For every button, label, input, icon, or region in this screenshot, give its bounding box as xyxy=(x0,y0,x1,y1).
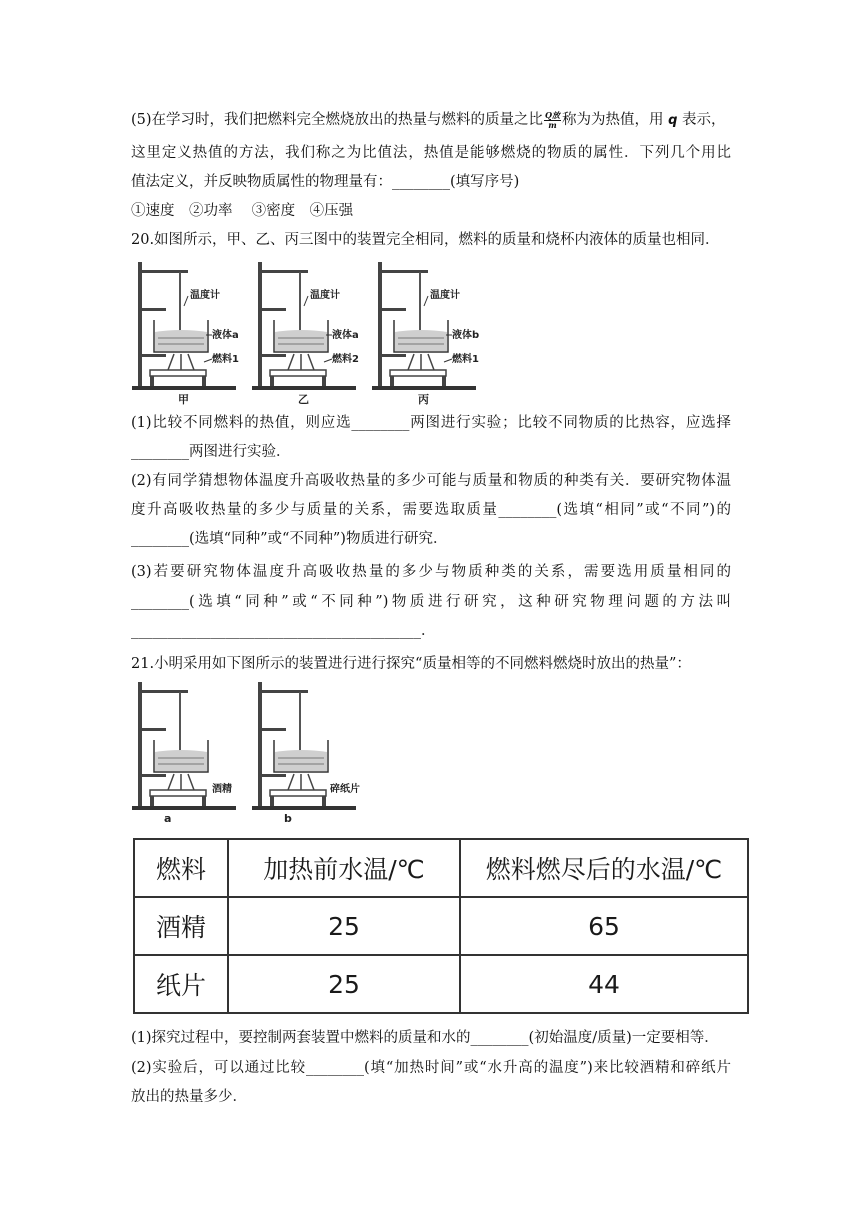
table-cell: 25 xyxy=(228,955,460,1013)
q19-p5-text-c: 表示， xyxy=(682,112,726,128)
q20-s1-line2: ________两图进行实验． xyxy=(131,444,291,460)
q21-s2-line2: 放出的热量多少． xyxy=(131,1089,247,1105)
figure-b xyxy=(248,680,360,826)
table-cell: 酒精 xyxy=(134,897,228,955)
q21-stem: 21.小明采用如下图所示的装置进行进行探究“质量相等的不同燃料燃烧时放出的热量”： xyxy=(131,656,691,672)
q20-s2-line1: (2)有同学猜想物体温度升高吸收热量的多少可能与质量和物质的种类有关．要研究物体温 xyxy=(131,473,731,489)
thermometer-label: 温度计 xyxy=(190,290,220,301)
q20-s2-line3: ________(选填“同种”或“不同种”)物质进行研究． xyxy=(131,531,448,547)
figure-caption: b xyxy=(284,812,292,825)
fraction-numerator: Q放 xyxy=(545,109,561,120)
fuel-label: 碎纸片 xyxy=(330,784,360,795)
q19-p5-line3: 值法定义，并反映物质属性的物理量有：________(填写序号) xyxy=(131,174,520,190)
fuel-label: 燃料2 xyxy=(332,354,359,365)
q20-s3-line1: (3)若要研究物体温度升高吸收热量的多少与物质种类的关系，需要选用质量相同的 xyxy=(131,564,731,580)
table-header-cell: 燃料 xyxy=(134,839,228,897)
fuel-label: 燃料1 xyxy=(212,354,239,365)
q19-p5-text-b: 称为为热值，用 xyxy=(562,112,664,128)
table-cell: 25 xyxy=(228,897,460,955)
q20-s1-line1: (1)比较不同燃料的热值，则应选________两图进行实验；比较不同物质的比热容，应选择 xyxy=(131,415,731,431)
thermometer-label: 温度计 xyxy=(430,290,460,301)
liquid-label: 液体a xyxy=(212,330,239,341)
fuel-label: 燃料1 xyxy=(452,354,479,365)
fuel-label: 酒精 xyxy=(212,784,232,795)
figure-caption: a xyxy=(164,812,172,825)
q21-s2-line1: (2)实验后，可以通过比较________(填“加热时间”或“水升高的温度”)来比较酒精和碎纸片 xyxy=(131,1060,731,1076)
fraction-denominator: m xyxy=(548,119,557,130)
table-header-cell: 加热前水温/℃ xyxy=(228,839,460,897)
figure-yi xyxy=(248,258,360,406)
table-row xyxy=(134,955,748,1013)
q19-p5-text-a: (5)在学习时，我们把燃料完全燃烧放出的热量与燃料的质量之比 xyxy=(131,112,544,128)
table-cell: 纸片 xyxy=(134,955,228,1013)
heat-value-fraction xyxy=(544,111,561,130)
figure-a xyxy=(128,680,240,826)
figure-caption: 甲 xyxy=(178,393,189,406)
q19-options: ①速度 ②功率 ③密度 ④压强 xyxy=(131,203,354,219)
table-header-cell: 燃料燃尽后的水温/℃ xyxy=(460,839,748,897)
figure-caption: 乙 xyxy=(298,393,309,406)
liquid-label: 液体a xyxy=(332,330,359,341)
table-header-row xyxy=(134,839,748,897)
liquid-label: 液体b xyxy=(452,330,480,341)
thermometer-label: 温度计 xyxy=(310,290,340,301)
table-row xyxy=(134,897,748,955)
q20-stem: 20.如图所示，甲、乙、丙三图中的装置完全相同，燃料的质量和烧杯内液体的质量也相同． xyxy=(131,232,720,248)
q-variable: q xyxy=(668,113,678,128)
figure-bing xyxy=(368,258,480,406)
table-cell: 44 xyxy=(460,955,748,1013)
q19-p5-line1 xyxy=(131,110,726,131)
q19-p5-line2: 这里定义热值的方法，我们称之为比值法，热值是能够燃烧的物质的属性．下列几个用比 xyxy=(131,145,731,161)
q20-s2-line2: 度升高吸收热量的多少与质量的关系，需要选取质量________(选填“相同”或“不同”)的 xyxy=(131,502,731,518)
q21-s1: (1)探究过程中，要控制两套装置中燃料的质量和水的________(初始温度/质量)一定要相等． xyxy=(131,1030,719,1046)
table-cell: 65 xyxy=(460,897,748,955)
figure-jia xyxy=(128,258,240,406)
temperature-table xyxy=(133,838,749,1014)
q20-s3-line3: ________________________________________． xyxy=(131,623,436,639)
q20-s3-line2: ________(选填“同种”或“不同种”)物质进行研究，这种研究物理问题的方法叫 xyxy=(131,594,731,610)
figure-caption: 丙 xyxy=(418,393,429,406)
